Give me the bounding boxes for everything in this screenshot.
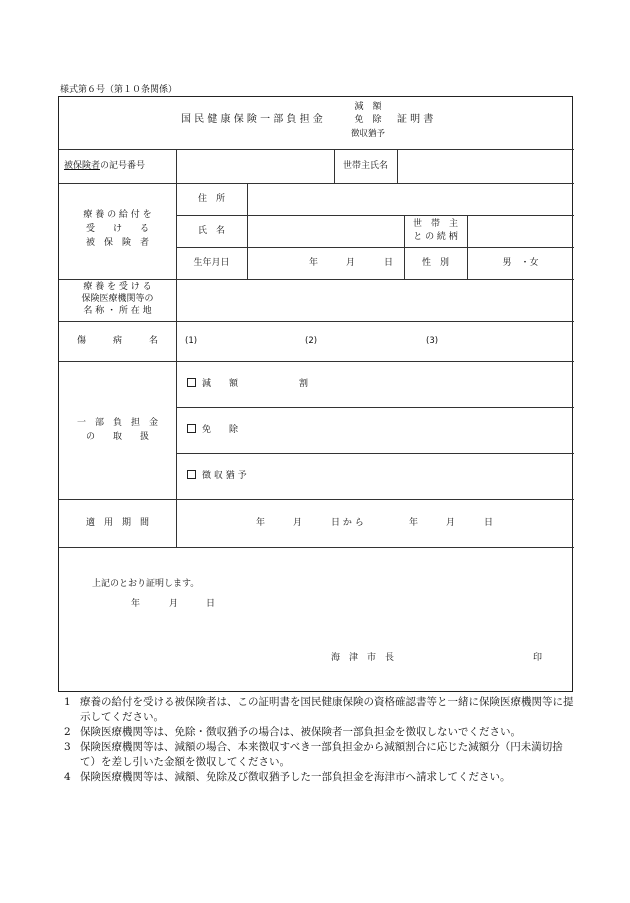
notes-list [58, 695, 578, 785]
title-option-reduction: 減 額 [354, 102, 382, 112]
birth-day: 日 [384, 258, 394, 268]
institution-label-line3: 名 称 ・ 所 在 地 [83, 306, 152, 316]
note-item [58, 695, 578, 725]
period-day-from: 日 か ら [331, 518, 364, 528]
handling-option-exemption[interactable] [187, 424, 238, 436]
disease-item-2: (2) [305, 336, 318, 346]
birth-month: 月 [346, 258, 356, 268]
title-prefix: 国 民 健 康 保 険 一 部 負 担 金 [181, 114, 323, 125]
birth-label: 生年月日 [193, 258, 230, 268]
handling-label-line2: の 取 扱 [85, 432, 149, 442]
seal-mark: 印 [533, 653, 543, 663]
exemption-label: 免 除 [202, 425, 239, 435]
certification-statement: 上記のとおり証明します。 [92, 579, 200, 589]
note-item [58, 770, 578, 785]
disease-label: 傷 病 名 [76, 336, 158, 346]
certification-day: 日 [206, 599, 216, 609]
reduction-checkbox-icon[interactable] [187, 378, 196, 387]
title-option-exemption: 免 除 [354, 115, 382, 125]
period-month-1: 月 [293, 518, 303, 528]
certification-year: 年 [131, 599, 141, 609]
note-number: 1 [64, 696, 71, 708]
note-text: 保険医療機関等は、免除・徴収猶予の場合は、被保険者一部負担金を徴収しないでください。 [80, 726, 521, 738]
certificate-form [58, 96, 573, 692]
address-label: 住 所 [197, 194, 225, 204]
note-number: 2 [64, 726, 71, 738]
gender-label: 性 別 [421, 258, 449, 268]
disease-item-3: (3) [426, 336, 439, 346]
head-of-household-label: 世帯主氏名 [342, 161, 388, 171]
note-item [58, 725, 578, 740]
deferral-checkbox-icon[interactable] [187, 470, 196, 479]
reduction-unit: 割 [299, 379, 309, 389]
period-day-2: 日 [484, 518, 494, 528]
insured-number-label [64, 160, 145, 172]
name-label: 氏 名 [197, 226, 225, 236]
recipient-label-line2: 受 け る [85, 224, 149, 234]
period-year-1: 年 [256, 518, 266, 528]
birth-year: 年 [309, 258, 319, 268]
exemption-checkbox-icon[interactable] [187, 424, 196, 433]
deferral-label: 徴 収 猶 予 [202, 471, 247, 481]
note-item [58, 740, 578, 770]
gender-value[interactable]: 男 ・女 [502, 258, 539, 268]
insured-label-underlined: 被保険者 [64, 161, 101, 171]
handling-label-line1: 一 部 負 担 金 [76, 418, 158, 428]
disease-item-1: (1) [185, 336, 198, 346]
reduction-label: 減 額 [202, 379, 239, 389]
form-number: 様式第６号（第１０条関係） [60, 85, 178, 95]
period-year-2: 年 [409, 518, 419, 528]
certification-month: 月 [169, 599, 179, 609]
institution-label-line2: 保険医療機関等の [81, 294, 154, 304]
insured-label-rest: の記号番号 [100, 161, 146, 171]
handling-option-deferral[interactable] [187, 470, 247, 482]
recipient-label-line3: 被 保 険 者 [85, 238, 149, 248]
title-option-deferral: 徴収猶予 [350, 129, 385, 139]
period-label: 適 用 期 間 [85, 518, 149, 528]
relation-label-line1: 世 帯 主 [412, 219, 458, 229]
title-suffix: 証 明 書 [397, 114, 434, 125]
note-number: 3 [64, 741, 71, 753]
certification-issuer: 海 津 市 長 [331, 653, 395, 663]
note-text: 保険医療機関等は、減額、免除及び徴収猶予した一部負担金を海津市へ請求してください。 [80, 771, 511, 783]
period-month-2: 月 [446, 518, 456, 528]
note-number: 4 [64, 771, 71, 783]
relation-label-line2: と の 続 柄 [413, 232, 458, 242]
note-text: 保険医療機関等は、減額の場合、本来徴収すべき一部負担金から減額割合に応じた減額分（円未満切捨て）を差し引いた金額を徴収してください。 [80, 741, 563, 768]
recipient-label-line1: 療 養 の 給 付 を [83, 210, 152, 220]
note-text: 療養の給付を受ける被保険者は、この証明書を国民健康保険の資格確認書等と一緒に保険医療機関等に提示してください。 [80, 696, 574, 723]
handling-option-reduction[interactable] [187, 378, 238, 390]
institution-label-line1: 療 養 を 受 け る [83, 282, 152, 292]
